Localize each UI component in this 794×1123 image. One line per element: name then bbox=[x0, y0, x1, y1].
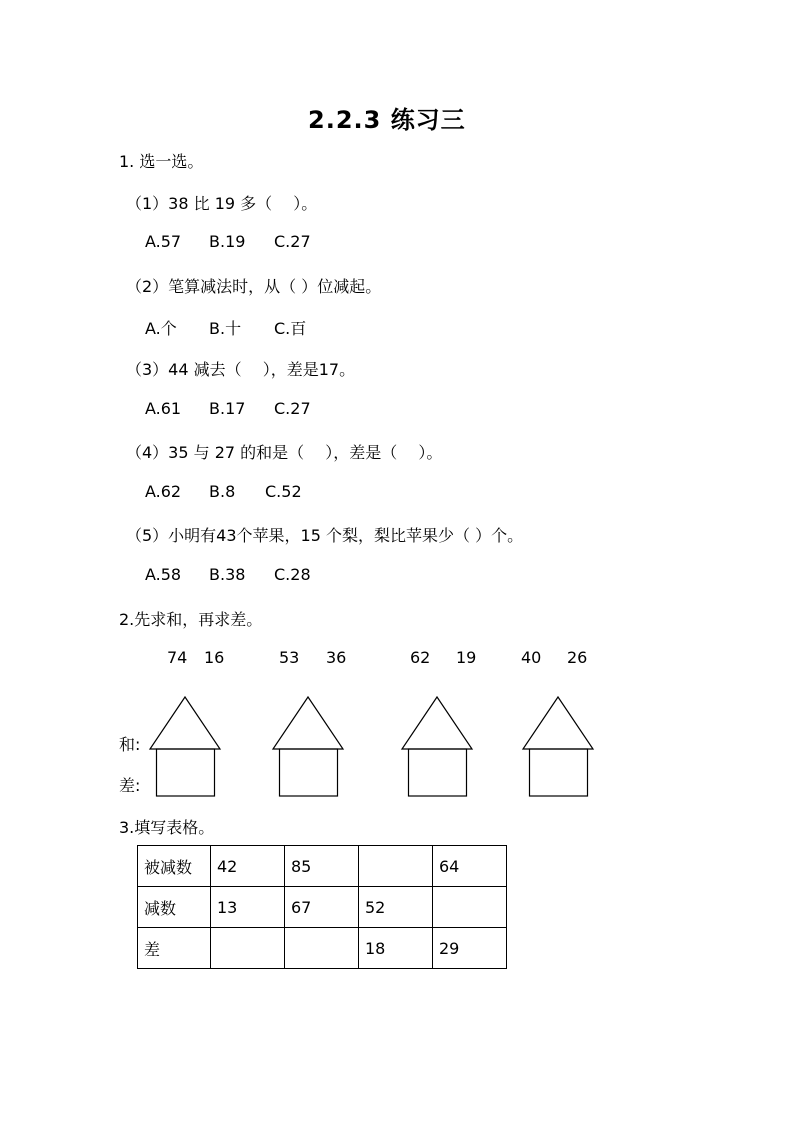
table-row bbox=[138, 887, 507, 928]
q1-item-5-option-b: B.38 bbox=[209, 565, 246, 584]
table-cell: 18 bbox=[359, 928, 433, 969]
q1-item-5: （5）小明有43个苹果，15 个梨，梨比苹果少（ ）个。 bbox=[126, 526, 524, 545]
table-cell: 64 bbox=[433, 846, 507, 887]
q1-item-4-option-a: A.62 bbox=[145, 482, 182, 501]
table-cell: 13 bbox=[211, 887, 285, 928]
q2-pair-4-b: 26 bbox=[567, 648, 588, 667]
table-cell: 差 bbox=[138, 928, 211, 969]
table-cell bbox=[211, 928, 285, 969]
q1-item-3-option-c: C.27 bbox=[274, 399, 311, 418]
q1-item-1-option-b: B.19 bbox=[209, 232, 246, 251]
q2-pair-2-b: 36 bbox=[326, 648, 347, 667]
q1-item-5-option-a: A.58 bbox=[145, 565, 182, 584]
q1-item-1-option-c: C.27 bbox=[274, 232, 311, 251]
house-shape-4 bbox=[522, 696, 594, 797]
q1-item-2-option-a: A.个 bbox=[145, 319, 177, 338]
house-shape-2 bbox=[272, 696, 344, 797]
q1-item-4-option-b: B.8 bbox=[209, 482, 236, 501]
q2-pair-4-a: 40 bbox=[521, 648, 542, 667]
table-cell: 52 bbox=[359, 887, 433, 928]
q1-item-2-option-b: B.十 bbox=[209, 319, 242, 338]
q3-heading: 3.填写表格。 bbox=[119, 818, 215, 837]
q1-item-3: （3）44 减去（ ），差是17。 bbox=[126, 360, 356, 379]
q2-heading: 2.先求和，再求差。 bbox=[119, 610, 263, 629]
q1-item-3-option-b: B.17 bbox=[209, 399, 246, 418]
table-cell: 67 bbox=[285, 887, 359, 928]
q2-pair-3-b: 19 bbox=[456, 648, 477, 667]
table-cell: 减数 bbox=[138, 887, 211, 928]
q1-item-2: （2）笔算减法时，从（ ）位减起。 bbox=[126, 277, 382, 296]
q2-pair-3-a: 62 bbox=[410, 648, 431, 667]
house-shape-3 bbox=[401, 696, 473, 797]
table-cell bbox=[433, 887, 507, 928]
q2-pair-1-b: 16 bbox=[204, 648, 225, 667]
house-shape-1 bbox=[149, 696, 221, 797]
q1-item-1: （1）38 比 19 多（ ）。 bbox=[126, 194, 318, 213]
difference-label: 差: bbox=[119, 776, 141, 795]
q1-item-4-option-c: C.52 bbox=[265, 482, 302, 501]
page-title: 2.2.3 练习三 bbox=[308, 106, 466, 134]
table-cell: 42 bbox=[211, 846, 285, 887]
table-cell: 85 bbox=[285, 846, 359, 887]
q1-item-5-option-c: C.28 bbox=[274, 565, 311, 584]
q2-pair-1-a: 74 bbox=[167, 648, 188, 667]
q1-item-2-option-c: C.百 bbox=[274, 319, 307, 338]
table-row bbox=[138, 928, 507, 969]
q2-pair-2-a: 53 bbox=[279, 648, 300, 667]
table-row bbox=[138, 846, 507, 887]
q1-item-3-option-a: A.61 bbox=[145, 399, 182, 418]
q1-item-1-option-a: A.57 bbox=[145, 232, 182, 251]
q1-heading: 1. 选一选。 bbox=[119, 152, 204, 171]
table-cell: 29 bbox=[433, 928, 507, 969]
q1-item-4: （4）35 与 27 的和是（ ），差是（ ）。 bbox=[126, 443, 443, 462]
table-cell: 被减数 bbox=[138, 846, 211, 887]
table-cell bbox=[359, 846, 433, 887]
subtraction-table bbox=[137, 845, 507, 969]
sum-label: 和: bbox=[119, 735, 141, 754]
table-cell bbox=[285, 928, 359, 969]
